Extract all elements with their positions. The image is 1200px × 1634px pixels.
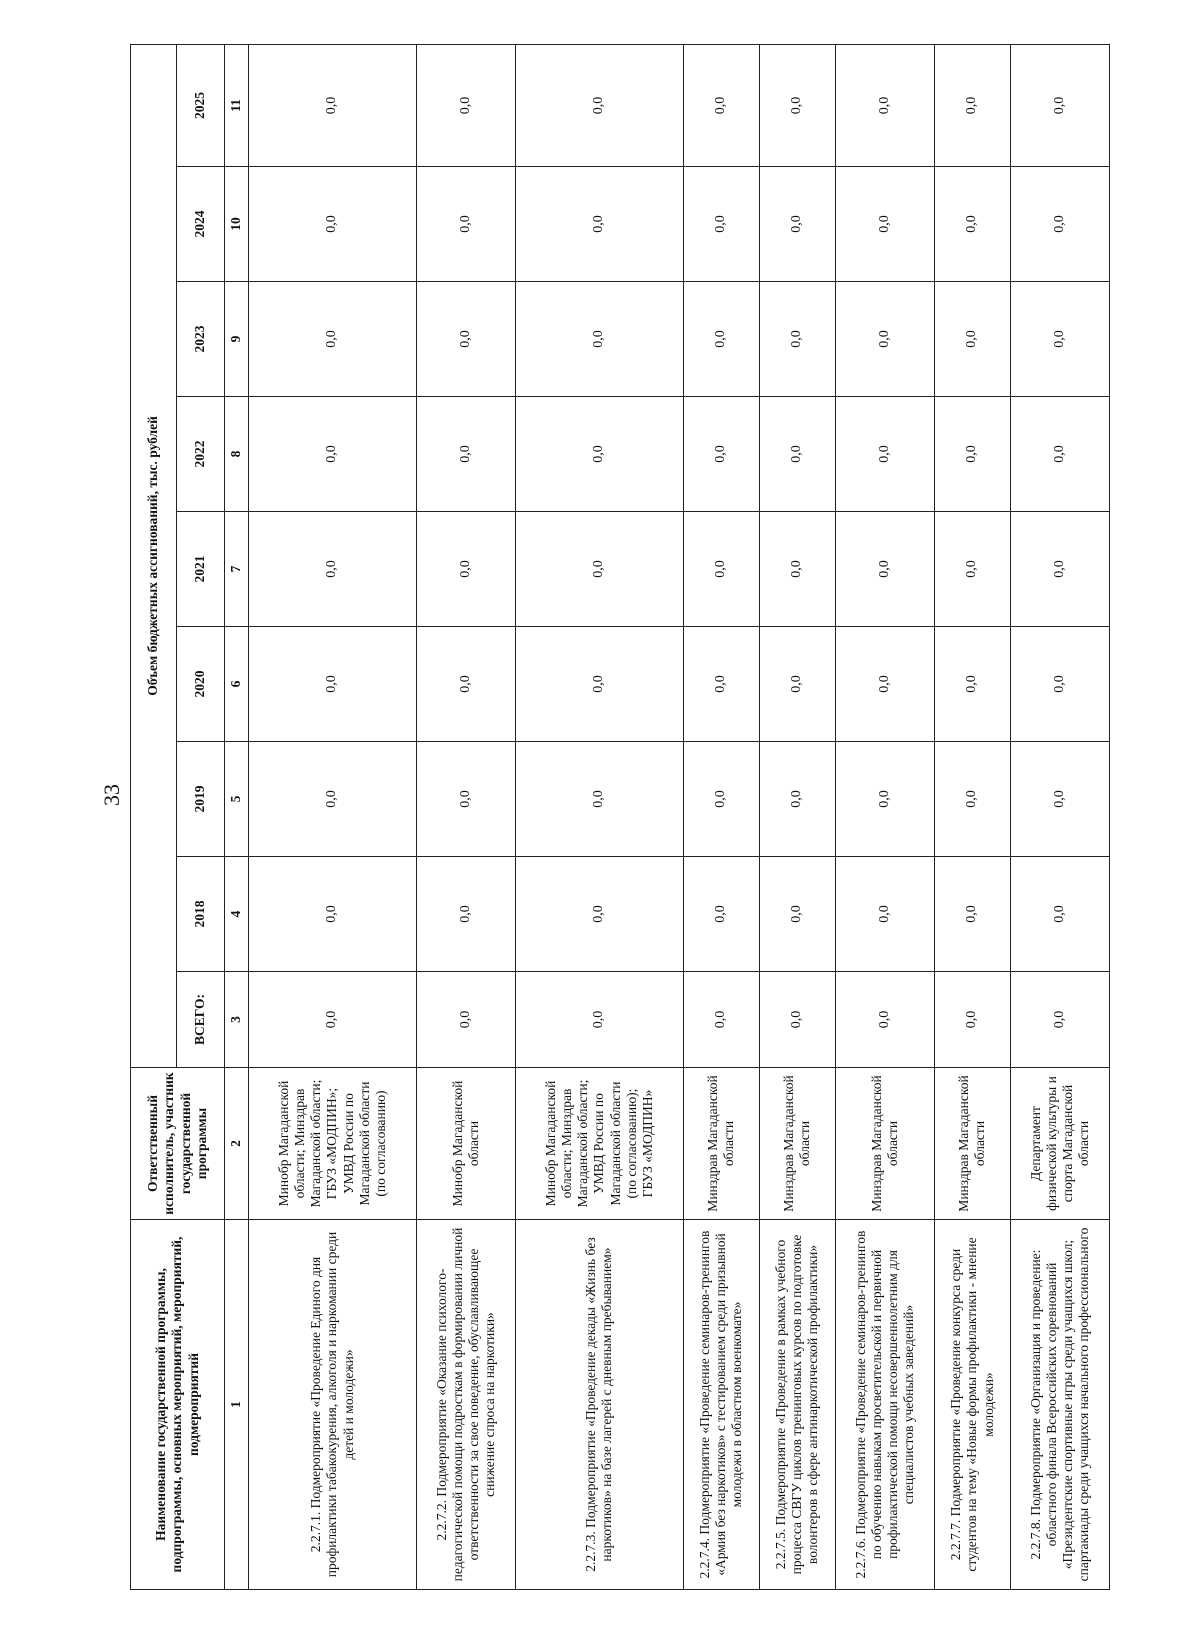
- budget-value: 0,0: [1010, 282, 1109, 397]
- measure-name: 2.2.7.7. Подмероприятие «Проведение конкурса среди студентов на тему «Новые формы профилактики - мнение молодежи»: [934, 1220, 1010, 1590]
- budget-value: 0,0: [835, 167, 934, 282]
- budget-value: 0,0: [515, 857, 683, 972]
- column-number: 7: [225, 512, 249, 627]
- budget-value: 0,0: [1010, 972, 1109, 1068]
- rotated-table-container: [130, 45, 1110, 1590]
- budget-value: 0,0: [759, 44, 835, 166]
- budget-value: 0,0: [683, 44, 759, 166]
- column-number: 9: [225, 282, 249, 397]
- budget-value: 0,0: [249, 167, 417, 282]
- header-year: 2018: [177, 857, 225, 972]
- table-row: [249, 44, 417, 1589]
- budget-value: 0,0: [934, 972, 1010, 1068]
- budget-value: 0,0: [515, 512, 683, 627]
- budget-value: 0,0: [683, 627, 759, 742]
- table-row: [515, 44, 683, 1589]
- budget-value: 0,0: [515, 44, 683, 166]
- budget-value: 0,0: [835, 742, 934, 857]
- budget-value: 0,0: [759, 742, 835, 857]
- budget-value: 0,0: [515, 397, 683, 512]
- budget-value: 0,0: [934, 857, 1010, 972]
- budget-value: 0,0: [249, 397, 417, 512]
- budget-value: 0,0: [416, 397, 515, 512]
- budget-value: 0,0: [835, 282, 934, 397]
- budget-value: 0,0: [759, 282, 835, 397]
- budget-value: 0,0: [759, 397, 835, 512]
- budget-value: 0,0: [515, 972, 683, 1068]
- header-budget: Объем бюджетных ассигнований, тыс. рублей: [131, 44, 177, 1067]
- budget-value: 0,0: [1010, 397, 1109, 512]
- measure-name: 2.2.7.6. Подмероприятие «Проведение семинаров-тренингов по обучению навыкам просветительской и первичной профилактической помощи несовершеннолетним для специалистов учебных заведений»: [835, 1220, 934, 1590]
- measure-name: 2.2.7.1. Подмероприятие «Проведение Единого дня профилактики табакокурения, алкоголя и наркомании среди детей и молодежи»: [249, 1220, 417, 1590]
- table-row: [759, 44, 835, 1589]
- budget-table: [130, 44, 1110, 1590]
- budget-value: 0,0: [1010, 742, 1109, 857]
- table-row: [934, 44, 1010, 1589]
- budget-value: 0,0: [835, 972, 934, 1068]
- header-total: ВСЕГО:: [177, 972, 225, 1068]
- budget-value: 0,0: [835, 857, 934, 972]
- budget-value: 0,0: [683, 282, 759, 397]
- budget-value: 0,0: [249, 512, 417, 627]
- budget-value: 0,0: [683, 742, 759, 857]
- executor-cell: Минздрав Магаданской области: [683, 1068, 759, 1220]
- header-year: 2020: [177, 627, 225, 742]
- header-year: 2024: [177, 167, 225, 282]
- budget-value: 0,0: [835, 397, 934, 512]
- header-col-name: Наименование государственной программы, подпрограммы, основных мероприятий, мероприятий, подмероприятий: [131, 1220, 225, 1590]
- budget-value: 0,0: [934, 627, 1010, 742]
- budget-value: 0,0: [1010, 44, 1109, 166]
- measure-name: 2.2.7.2. Подмероприятие «Оказание психолого-педагогической помощи подросткам в формировании личной ответственности за свое поведение, обуславливающее снижение спроса на наркотики»: [416, 1220, 515, 1590]
- budget-value: 0,0: [934, 282, 1010, 397]
- budget-value: 0,0: [416, 282, 515, 397]
- column-number: 10: [225, 167, 249, 282]
- header-year: 2025: [177, 44, 225, 166]
- executor-cell: Минобр Магаданской области; Минздрав Магаданской области; ГБУЗ «МОДПИН»; УМВД России по Магаданской области (по согласованию): [249, 1068, 417, 1220]
- header-year: 2023: [177, 282, 225, 397]
- table-row: [416, 44, 515, 1589]
- column-number: 8: [225, 397, 249, 512]
- budget-value: 0,0: [683, 397, 759, 512]
- budget-value: 0,0: [416, 167, 515, 282]
- budget-value: 0,0: [683, 512, 759, 627]
- budget-value: 0,0: [1010, 857, 1109, 972]
- budget-value: 0,0: [249, 857, 417, 972]
- budget-value: 0,0: [416, 512, 515, 627]
- budget-value: 0,0: [759, 512, 835, 627]
- header-year: 2021: [177, 512, 225, 627]
- budget-value: 0,0: [934, 44, 1010, 166]
- column-number-row: [225, 44, 249, 1589]
- header-year: 2019: [177, 742, 225, 857]
- column-number: 4: [225, 857, 249, 972]
- budget-value: 0,0: [759, 972, 835, 1068]
- executor-cell: Минобр Магаданской области; Минздрав Магаданской области; УМВД России по Магаданской области (по согласованию); ГБУЗ «МОДПИН»: [515, 1068, 683, 1220]
- budget-value: 0,0: [759, 857, 835, 972]
- budget-value: 0,0: [759, 627, 835, 742]
- header-col-executor: Ответственный исполнитель, участник государственной программы: [131, 1068, 225, 1220]
- budget-value: 0,0: [249, 44, 417, 166]
- budget-value: 0,0: [416, 742, 515, 857]
- executor-cell: Департамент физической культуры и спорта Магаданской области: [1010, 1068, 1109, 1220]
- measure-name: 2.2.7.8. Подмероприятие «Организация и проведение: областного финала Всероссийских соревнований «Президентские спортивные игры среди учащихся школ; спартакиады среди учащихся начального профессионального: [1010, 1220, 1109, 1590]
- measure-name: 2.2.7.5. Подмероприятие «Проведение в рамках учебного процесса СВГУ циклов тренинговых курсов по подготовке волонтеров в сфере антинаркотической профилактики»: [759, 1220, 835, 1590]
- budget-value: 0,0: [515, 627, 683, 742]
- budget-value: 0,0: [249, 742, 417, 857]
- budget-value: 0,0: [759, 167, 835, 282]
- executor-cell: Минздрав Магаданской области: [835, 1068, 934, 1220]
- column-number: 1: [225, 1220, 249, 1590]
- table-body: [249, 44, 1110, 1589]
- budget-value: 0,0: [515, 282, 683, 397]
- measure-name: 2.2.7.3. Подмероприятие «Проведение декады «Жизнь без наркотиков» на базе лагерей с дневным пребыванием»: [515, 1220, 683, 1590]
- column-number: 11: [225, 44, 249, 166]
- table-row: [835, 44, 934, 1589]
- column-number: 2: [225, 1068, 249, 1220]
- page-number: 33: [99, 784, 124, 806]
- column-number: 3: [225, 972, 249, 1068]
- budget-value: 0,0: [416, 972, 515, 1068]
- budget-value: 0,0: [835, 44, 934, 166]
- budget-value: 0,0: [515, 167, 683, 282]
- budget-value: 0,0: [683, 167, 759, 282]
- budget-value: 0,0: [835, 512, 934, 627]
- column-number: 6: [225, 627, 249, 742]
- column-number: 5: [225, 742, 249, 857]
- budget-value: 0,0: [934, 742, 1010, 857]
- budget-value: 0,0: [416, 627, 515, 742]
- budget-value: 0,0: [934, 167, 1010, 282]
- budget-value: 0,0: [934, 397, 1010, 512]
- budget-value: 0,0: [249, 282, 417, 397]
- budget-value: 0,0: [683, 857, 759, 972]
- budget-value: 0,0: [683, 972, 759, 1068]
- budget-value: 0,0: [249, 972, 417, 1068]
- budget-value: 0,0: [835, 627, 934, 742]
- table-row: [1010, 44, 1109, 1589]
- executor-cell: Минздрав Магаданской области: [759, 1068, 835, 1220]
- executor-cell: Минздрав Магаданской области: [934, 1068, 1010, 1220]
- budget-value: 0,0: [249, 627, 417, 742]
- budget-value: 0,0: [515, 742, 683, 857]
- budget-value: 0,0: [416, 857, 515, 972]
- executor-cell: Минобр Магаданской области: [416, 1068, 515, 1220]
- budget-value: 0,0: [416, 44, 515, 166]
- budget-value: 0,0: [1010, 167, 1109, 282]
- header-year: 2022: [177, 397, 225, 512]
- budget-value: 0,0: [934, 512, 1010, 627]
- budget-value: 0,0: [1010, 627, 1109, 742]
- measure-name: 2.2.7.4. Подмероприятие «Проведение семинаров-тренингов «Армия без наркотиков» с тестированием среди призывной молодежи в областном военкомате»: [683, 1220, 759, 1590]
- budget-value: 0,0: [1010, 512, 1109, 627]
- table-row: [683, 44, 759, 1589]
